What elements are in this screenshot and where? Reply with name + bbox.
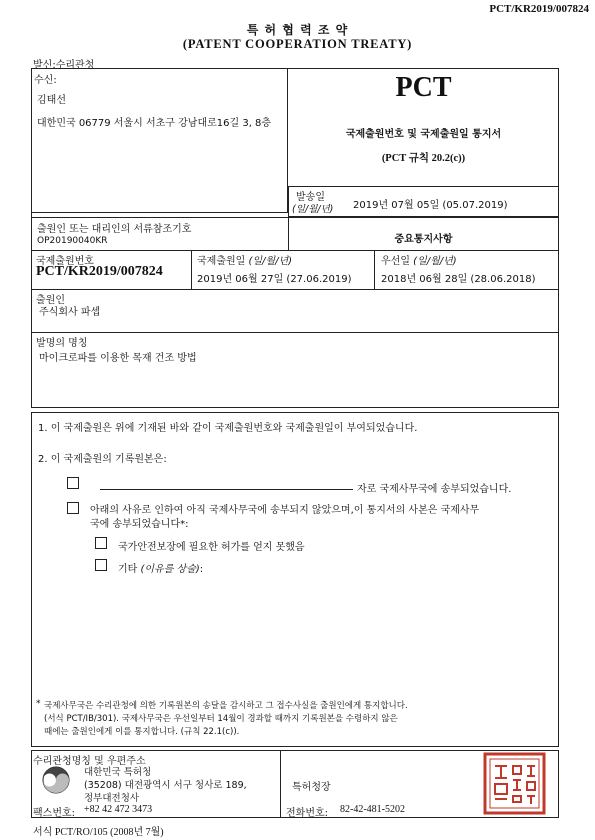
invention-label: 발명의 명칭 (36, 338, 88, 349)
dispatch-date: 2019년 07월 05일 (05.07.2019) (353, 200, 508, 211)
phone-label: 전화번호: (286, 808, 329, 819)
rule-app-div1 (191, 250, 192, 289)
rule-applicant-top (31, 289, 559, 290)
office-address-2: 정부대전청사 (84, 793, 140, 804)
priority-date: 2018년 06월 28일 (28.06.2018) (381, 274, 536, 285)
dispatch-label: 발송일 (296, 192, 325, 203)
title-english: (PATENT COOPERATION TREATY) (182, 37, 413, 51)
official-seal-icon (483, 752, 546, 815)
rule-invention-top (31, 332, 559, 333)
rule-fileref-top (31, 217, 559, 218)
important-notice: 중요통지사항 (394, 234, 453, 245)
recipient-name: 김태선 (37, 95, 66, 106)
pct-heading: PCT (395, 72, 452, 103)
priority-label-text: 우선일 (381, 256, 410, 267)
option-a-text: 자로 국제사무국에 송부되었습니다. (357, 484, 512, 495)
recipient-address: 대한민국 06779 서울시 서초구 강남대로16길 3, 8층 (37, 118, 272, 129)
officer-title: 특허청장 (292, 782, 331, 793)
reason-other-checkbox[interactable] (95, 559, 107, 571)
option-b-text-1: 아래의 사유로 인하여 아직 국제사무국에 송부되지 않았으며,이 통지서의 사본은 국제사무 (90, 505, 480, 516)
item-2: 2. 이 국제출원의 기록원본은: (38, 454, 167, 465)
applicant-name: 주식회사 파셉 (39, 307, 101, 318)
priority-format: (일/월/년) (413, 256, 457, 267)
reason-other-text (118, 560, 203, 575)
notice-rule: (PCT 규칙 20.2(c)) (381, 153, 466, 164)
reason-other-italic: (이유를 상술) (140, 564, 200, 575)
sender-label: 발신:수리관청 (33, 60, 95, 71)
form-identifier: 서식 PCT/RO/105 (2008년 7월) (33, 827, 164, 838)
app-number-label: 국제출원번호 (36, 256, 94, 267)
phone-number: 82-42-481-5202 (340, 804, 405, 815)
app-number: PCT/KR2019/007824 (36, 264, 163, 279)
office-address-1: (35208) 대전광역시 서구 청사로 189, (84, 780, 247, 791)
option-b-text-2: 국에 송부되었습니다*: (90, 519, 189, 530)
option-b-checkbox[interactable] (67, 502, 79, 514)
fax-label: 팩스번호: (33, 808, 76, 819)
office-name: 대한민국 특허청 (84, 767, 152, 778)
doc-reference: PCT/KR2019/007824 (489, 3, 589, 15)
option-a-date-line (100, 489, 353, 490)
reason-security-text: 국가안전보장에 필요한 허가를 얻지 못했음 (118, 542, 305, 553)
fileref-label: 출원인 또는 대리인의 서류참조기호 (37, 224, 192, 235)
recipient-label: 수신: (34, 75, 57, 86)
recipient-box (31, 68, 288, 213)
korea-emblem-icon (41, 765, 71, 795)
reason-other-prefix: 기타 (118, 564, 141, 575)
item-1: 1. 이 국제출원은 위에 기재된 바와 같이 국제출원번호와 국제출원일이 부여되었습니다. (38, 423, 418, 434)
invention-title: 마이크로파를 이용한 목재 건조 방법 (39, 353, 197, 364)
office-label: 수리관청명칭 및 우편주소 (33, 756, 146, 767)
footnote-asterisk: * (36, 699, 41, 709)
priority-label (381, 252, 457, 267)
option-a-checkbox[interactable] (67, 477, 79, 489)
filing-date: 2019년 06월 27일 (27.06.2019) (197, 274, 352, 285)
rule-app-top (31, 250, 559, 251)
filing-label-text: 국제출원일 (197, 256, 246, 267)
applicant-label: 출원인 (36, 295, 65, 306)
footnote-line-1: 국제사무국은 수리관청에 의한 기록원본의 송달을 감시하고 그 접수사실을 출원인에게 통지합니다. (44, 701, 408, 711)
title-korean: 특 허 협 력 조 약 (246, 23, 349, 37)
notice-title: 국제출원번호 및 국제출원일 통지서 (345, 129, 502, 140)
reason-security-checkbox[interactable] (95, 537, 107, 549)
footnote-line-3: 때에는 출원인에게 이를 통지합니다. (규칙 22.1(c)). (44, 727, 240, 737)
filing-format: (일/월/년) (248, 256, 293, 267)
filing-label (197, 252, 292, 267)
office-divider (280, 750, 281, 818)
dispatch-format: (일/월/년) (292, 204, 334, 215)
footnote-line-2: (서식 PCT/IB/301). 국제사무국은 우선일부터 14월이 경과할 때까지 기록원본을 수령하지 않은 (44, 714, 398, 724)
rule-app-div2 (374, 250, 375, 289)
fileref-value: OP20190040KR (37, 236, 108, 246)
fax-number: +82 42 472 3473 (84, 804, 153, 815)
reason-other-suffix: : (199, 564, 204, 575)
